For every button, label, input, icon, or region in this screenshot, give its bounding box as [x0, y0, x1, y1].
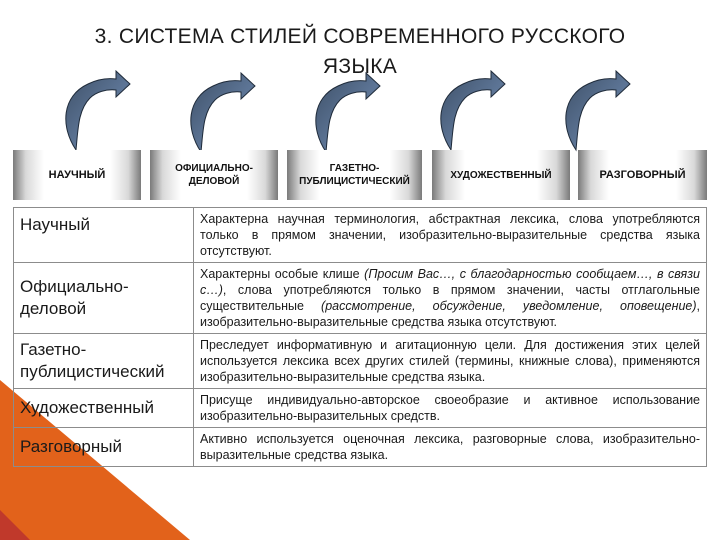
arrow-icon-3 [316, 73, 380, 152]
box-scientific: НАУЧНЫЙ [13, 150, 141, 200]
red-corner-decoration [0, 510, 30, 540]
style-description [194, 428, 707, 467]
description-segment: Активно используется оценочная лексика, разговорные слова, изобразительно-выразительные средства языка. [200, 432, 700, 462]
arrow-icon-4 [441, 71, 505, 150]
table-row [14, 334, 707, 389]
style-name: Научный [14, 208, 194, 263]
arrow-icon-5 [566, 71, 630, 150]
box-colloquial: РАЗГОВОРНЫЙ [578, 150, 707, 200]
box-official: ОФИЦИАЛЬНО-ДЕЛОВОЙ [150, 150, 278, 200]
table-row [14, 428, 707, 467]
page-title: 3. СИСТЕМА СТИЛЕЙ СОВРЕМЕННОГО РУССКОГО ЯЗЫКА [94, 25, 626, 78]
description-segment: , слова употребляются только в прямом значении, часты отглагольные существительные [200, 283, 700, 313]
arrow-icon-1 [66, 71, 130, 150]
box-publicistic: ГАЗЕТНО-ПУБЛИЦИСТИЧЕСКИЙ [287, 150, 422, 200]
description-example: (рассмотрение, обсуждение, уведомление, оповещение) [321, 299, 697, 313]
box-artistic: ХУДОЖЕСТВЕННЫЙ [432, 150, 570, 200]
table-row [14, 263, 707, 334]
style-description [194, 208, 707, 263]
styles-table-body [14, 208, 707, 467]
description-segment: Характерны особые клише [200, 267, 365, 281]
arrow-icon-2 [191, 73, 255, 152]
description-example: (Просим Вас…, с благодарностью сообщаем…, в связи с…) [200, 267, 700, 297]
description-segment: Преследует информативную и агитационную цели. Для достижения этих целей используется лексика всех других стилей (термины, книжные слова), применяются изобразительно-выразительные средства языка. [200, 338, 700, 384]
description-segment: Присуще индивидуально-авторское своеобразие и активное использование изобразительно-выразительных средств. [200, 393, 700, 423]
styles-table [13, 207, 707, 467]
description-segment: , изобразительно-выразительные средства языка отсутствуют. [200, 299, 701, 329]
style-description [194, 334, 707, 389]
table-row [14, 208, 707, 263]
curved-arrows [0, 70, 720, 160]
style-name: Официально-деловой [14, 263, 194, 334]
style-name: Разговорный [14, 428, 194, 467]
style-name: Художественный [14, 389, 194, 428]
style-description [194, 389, 707, 428]
style-description [194, 263, 707, 334]
style-name: Газетно-публицистический [14, 334, 194, 389]
description-segment: Характерна научная терминология, абстрактная лексика, слова употребляются только в прямом значении, изобразительно-выразительные средства языка отсутствуют. [200, 212, 700, 258]
table-row [14, 389, 707, 428]
